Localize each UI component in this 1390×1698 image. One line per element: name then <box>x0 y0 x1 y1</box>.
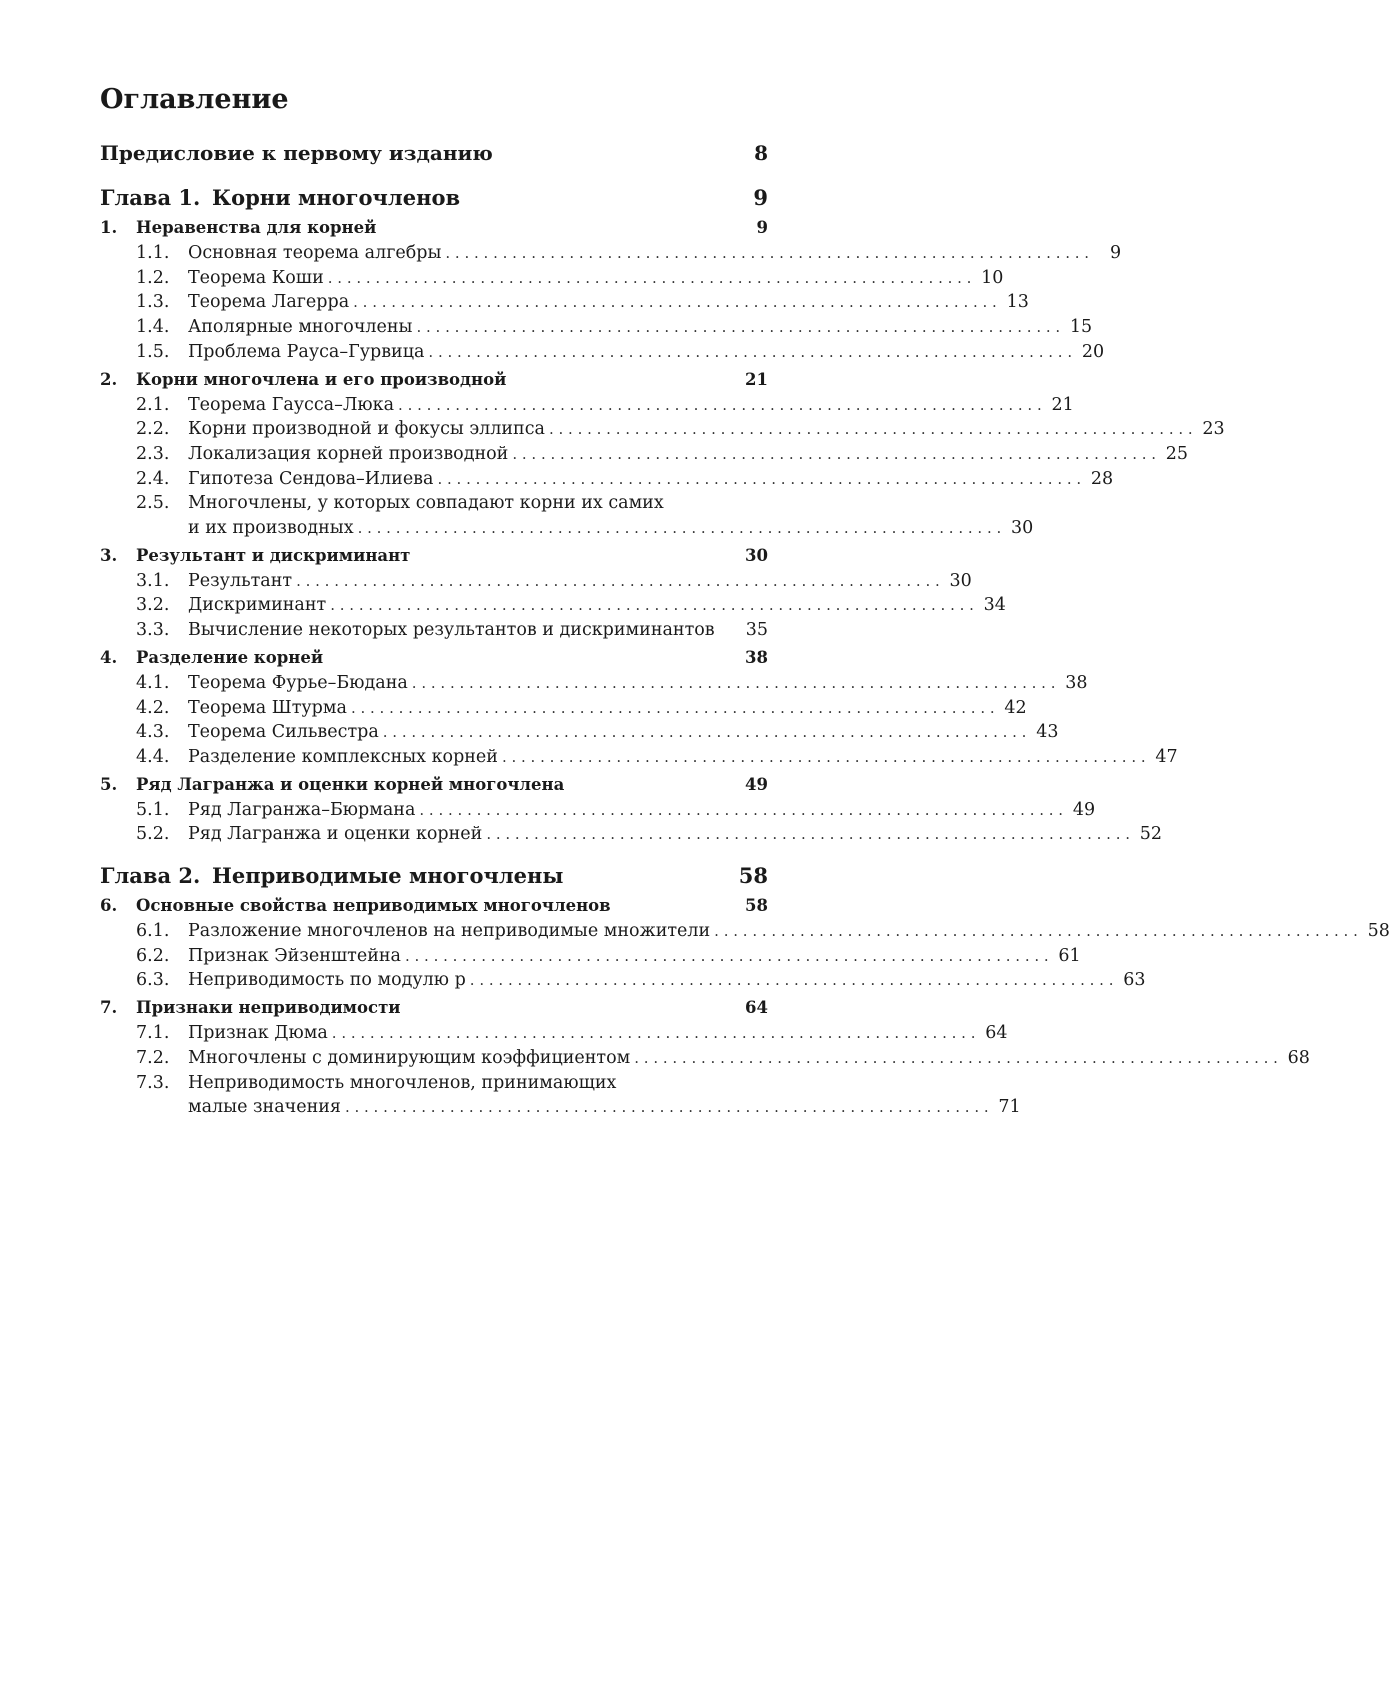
leader-dots: . . . . . . . . . . . . . . . . . . . . . . . . . . . . . . . . . . . . . . . . . . . . . . . . . . . . . . . . . . . . . . . . . . . . <box>382 723 1027 742</box>
subsection-entry[interactable] <box>100 315 1093 340</box>
subsection-number: 3.3. <box>136 620 170 641</box>
section-title: Ряд Лагранжа и оценки корней многочлена <box>136 774 565 794</box>
leader-dots: . . . . . . . . . . . . . . . . . . . . . . . . . . . . . . . . . . . . . . . . . . . . . . . . . . . . . . . . . . . . . . . . . . . . <box>634 1048 1278 1067</box>
chapter-number: Глава 1. <box>100 185 201 210</box>
leader-dots: . . . . . . . . . . . . . . . . . . . . . . . . . . . . . . . . . . . . . . . . . . . . . . . . . . . . . . . . . . . . . . . . . . . . <box>428 342 1073 361</box>
subsection-page: 71 <box>998 1097 1021 1118</box>
subsection-title: Ряд Лагранжа и оценки корней <box>188 824 483 845</box>
section-heading[interactable] <box>100 645 768 671</box>
leader-dots: . . . . . . . . . . . . . . . . . . . . . . . . . . . . . . . . . . . . . . . . . . . . . . . . . . . . . . . . . . . . . . . . . . . . <box>398 395 1042 414</box>
subsection-title: Теорема Лагерра <box>188 292 350 313</box>
subsection-page: 68 <box>1287 1047 1310 1068</box>
subsection-number: 2.4. <box>136 468 170 489</box>
subsection-title: Признак Эйзенштейна <box>188 945 401 966</box>
subsection-title: Основная теорема алгебры <box>188 243 442 263</box>
subsection-page: 61 <box>1058 945 1081 966</box>
chapter <box>100 183 1225 847</box>
section-heading[interactable] <box>100 772 768 798</box>
subsection-title: Теорема Фурье–Бюдана <box>188 672 408 693</box>
subsection-entry[interactable] <box>100 944 1081 969</box>
subsection-number: 5.1. <box>136 799 170 820</box>
subsection-page: 10 <box>981 267 1004 288</box>
subsection-page: 25 <box>1165 443 1189 464</box>
subsection-number: 3.1. <box>136 570 170 591</box>
section-title: Неравенства для корней <box>136 218 377 237</box>
subsection-number: 4.4. <box>136 746 170 767</box>
subsection-title: Многочлены, у которых совпадают корни их самих <box>188 493 664 514</box>
section-page: 58 <box>745 896 768 916</box>
subsection-number: 7.3. <box>136 1072 170 1093</box>
subsection-title: Теорема Штурма <box>188 697 347 718</box>
subsection-page: 28 <box>1090 468 1114 489</box>
preface-title: Предисловие к первому изданию <box>100 141 493 165</box>
leader-dots: . . . . . . . . . . . . . . . . . . . . . . . . . . . . . . . . . . . . . . . . . . . . . . . . . . . . . . . . . . . . . . . . . . . . <box>327 268 972 287</box>
subsection-entry[interactable] <box>100 340 1105 365</box>
subsection-title: Гипотеза Сендова–Илиева <box>188 468 434 489</box>
subsection-entry[interactable] <box>100 393 1074 418</box>
subsection-number: 6.3. <box>136 970 170 991</box>
section-title: Основные свойства неприводимых многочленов <box>136 896 611 916</box>
section-heading[interactable] <box>100 215 768 241</box>
leader-dots: . . . . . . . . . . . . . . . . . . . . . . . . . . . . . . . . . . . . . . . . . . . . . . . . . . . . . . . . . . . . . . . . . . . . <box>296 571 940 590</box>
subsection-entry[interactable] <box>100 919 1390 944</box>
subsection-title: Неприводимость по модулю p <box>188 970 466 991</box>
section-heading[interactable] <box>100 893 768 919</box>
subsection-entry[interactable] <box>100 1021 1008 1046</box>
subsection-number: 2.5. <box>136 493 170 514</box>
section-page: 30 <box>745 545 768 565</box>
section-page: 9 <box>756 218 768 237</box>
subsection-entry[interactable] <box>100 569 972 594</box>
subsection-number: 1.1. <box>136 243 170 263</box>
subsection-title: Теорема Гаусса–Люка <box>188 394 395 415</box>
subsection-entry[interactable] <box>100 968 1146 993</box>
subsection-entry[interactable] <box>100 241 1122 266</box>
section-heading[interactable] <box>100 543 768 569</box>
subsection-entry[interactable] <box>100 266 1004 291</box>
subsection-number: 4.2. <box>136 697 170 718</box>
subsection-title-continued: и их производных <box>188 518 354 539</box>
subsection-entry[interactable] <box>100 491 1034 540</box>
section-number: 6. <box>100 896 118 916</box>
chapter-list <box>100 183 1390 1120</box>
subsection-page: 52 <box>1139 824 1163 845</box>
subsection-number: 4.3. <box>136 722 170 743</box>
subsection-number: 2.3. <box>136 443 170 464</box>
subsection-entry[interactable] <box>100 696 1027 721</box>
subsection-page: 49 <box>1072 799 1096 820</box>
subsection-title: Разложение многочленов на неприводимые множители <box>188 921 711 942</box>
subsection-page: 20 <box>1081 341 1105 362</box>
section-number: 7. <box>100 998 118 1018</box>
chapter <box>100 861 1390 1120</box>
leader-dots: . . . . . . . . . . . . . . . . . . . . . . . . . . . . . . . . . . . . . . . . . . . . . . . . . . . . . . . . . . . . . . . . . . . . <box>419 800 1064 819</box>
subsection-entry[interactable] <box>100 720 1059 745</box>
chapter-number: Глава 2. <box>100 863 201 889</box>
subsection-page: 23 <box>1202 419 1225 440</box>
leader-dots: . . . . . . . . . . . . . . . . . . . . . . . . . . . . . . . . . . . . . . . . . . . . . . . . . . . . . . . . . . . . . . . . . . . . <box>330 596 974 615</box>
leader-dots: . . . . . . . . . . . . . . . . . . . . . . . . . . . . . . . . . . . . . . . . . . . . . . . . . . . . . . . . . . . . . . . . . . . . <box>357 519 1002 538</box>
leader-dots: . . . . . . . . . . . . . . . . . . . . . . . . . . . . . . . . . . . . . . . . . . . . . . . . . . . . . . . . . . . . . . . . . . . . <box>469 971 1114 990</box>
leader-dots: . . . . . . . . . . . . . . . . . . . . . . . . . . . . . . . . . . . . . . . . . . . . . . . . . . . . . . . . . . . . . . . . . . . . <box>353 293 997 312</box>
subsection-page: 34 <box>983 595 1006 616</box>
subsection-title: Теорема Коши <box>188 267 324 288</box>
subsection-number: 6.1. <box>136 921 170 942</box>
section-title: Результант и дискриминант <box>136 545 411 565</box>
subsection-title: Дискриминант <box>188 595 327 616</box>
subsection-page: 13 <box>1006 292 1029 313</box>
section-title: Корни многочлена и его производной <box>136 369 507 389</box>
subsection-page: 43 <box>1036 722 1059 743</box>
subsection-title: Локализация корней производной <box>188 443 509 464</box>
subsection-page: 64 <box>985 1023 1008 1044</box>
section-number: 5. <box>100 774 118 794</box>
subsection-entry[interactable] <box>100 618 768 643</box>
subsection-page: 35 <box>745 620 768 641</box>
subsection-title: Ряд Лагранжа–Бюрмана <box>188 799 416 820</box>
subsection-entry[interactable] <box>100 671 1088 696</box>
subsection-title-continued: малые значения <box>188 1097 341 1118</box>
preface-page: 8 <box>754 141 768 165</box>
subsection-entry[interactable] <box>100 417 1225 442</box>
chapter-heading[interactable] <box>100 183 768 213</box>
subsection-number: 1.4. <box>136 317 170 338</box>
subsection-entry[interactable] <box>100 798 1096 823</box>
leader-dots: . . . . . . . . . . . . . . . . . . . . . . . . . . . . . . . . . . . . . . . . . . . . . . . . . . . . . . . . . . . . . . . . . . . . <box>416 318 1061 337</box>
subsection-page: 30 <box>949 570 972 591</box>
subsection-page: 21 <box>1051 394 1074 415</box>
leader-dots: . . . . . . . . . . . . . . . . . . . . . . . . . . . . . . . . . . . . . . . . . . . . . . . . . . . . . . . . . . . . . . . . . . . . <box>486 825 1131 844</box>
leader-dots: . . . . . . . . . . . . . . . . . . . . . . . . . . . . . . . . . . . . . . . . . . . . . . . . . . . . . . . . . . . . . . . . . . . . <box>445 244 1090 262</box>
subsection-entry[interactable] <box>100 290 1029 315</box>
subsection-entry[interactable] <box>100 593 1006 618</box>
leader-dots: . . . . . . . . . . . . . . . . . . . . . . . . . . . . . . . . . . . . . . . . . . . . . . . . . . . . . . . . . . . . . . . . . . . . <box>404 946 1049 965</box>
subsection-number: 1.2. <box>136 267 170 288</box>
subsection-page: 47 <box>1155 746 1178 767</box>
subsection-page: 42 <box>1004 697 1027 718</box>
leader-dots: . . . . . . . . . . . . . . . . . . . . . . . . . . . . . . . . . . . . . . . . . . . . . . . . . . . . . . . . . . . . . . . . . . . . <box>437 469 1082 488</box>
section-page: 49 <box>745 774 768 794</box>
subsection-title: Разделение комплексных корней <box>188 746 498 767</box>
subsection-number: 4.1. <box>136 672 170 693</box>
subsection-page: 38 <box>1065 672 1088 693</box>
subsection-page: 58 <box>1367 921 1390 942</box>
chapter-page: 9 <box>753 185 768 210</box>
subsection-title: Корни производной и фокусы эллипса <box>188 419 545 440</box>
section-title: Признаки неприводимости <box>136 998 401 1018</box>
subsection-entry[interactable] <box>100 745 1178 770</box>
subsection-number: 7.2. <box>136 1047 170 1068</box>
section-page: 38 <box>745 647 768 667</box>
section-heading[interactable] <box>100 367 768 393</box>
subsection-title: Вычисление некоторых результантов и дискриминантов <box>188 620 715 641</box>
subsection-page: 30 <box>1010 518 1034 539</box>
leader-dots: . . . . . . . . . . . . . . . . . . . . . . . . . . . . . . . . . . . . . . . . . . . . . . . . . . . . . . . . . . . . . . . . . . . . <box>548 420 1193 439</box>
leader-dots: . . . . . . . . . . . . . . . . . . . . . . . . . . . . . . . . . . . . . . . . . . . . . . . . . . . . . . . . . . . . . . . . . . . . <box>331 1024 976 1043</box>
section-page: 64 <box>745 998 768 1018</box>
leader-dots: . . . . . . . . . . . . . . . . . . . . . . . . . . . . . . . . . . . . . . . . . . . . . . . . . . . . . . . . . . . . . . . . . . . . <box>411 673 1056 692</box>
leader-dots: . . . . . . . . . . . . . . . . . . . . . . . . . . . . . . . . . . . . . . . . . . . . . . . . . . . . . . . . . . . . . . . . . . . . <box>350 698 995 717</box>
subsection-number: 1.5. <box>136 341 170 362</box>
subsection-title: Проблема Рауса–Гурвица <box>188 341 425 362</box>
section-number: 2. <box>100 369 118 389</box>
subsection-number: 3.2. <box>136 595 170 616</box>
subsection-title: Неприводимость многочленов, принимающих <box>188 1072 617 1093</box>
subsection-number: 2.2. <box>136 419 170 440</box>
chapter-page: 58 <box>738 863 768 889</box>
chapter-title: Корни многочленов <box>212 185 461 210</box>
chapter-heading[interactable] <box>100 861 768 891</box>
leader-dots: . . . . . . . . . . . . . . . . . . . . . . . . . . . . . . . . . . . . . . . . . . . . . . . . . . . . . . . . . . . . . . . . . . . . <box>512 444 1157 463</box>
subsection-page: 15 <box>1069 317 1093 338</box>
section-heading[interactable] <box>100 995 768 1021</box>
subsection-page: 9 <box>1109 243 1122 263</box>
subsection-number: 7.1. <box>136 1023 170 1044</box>
subsection-page: 63 <box>1123 970 1146 991</box>
section-page: 21 <box>745 369 768 389</box>
subsection-title: Многочлены с доминирующим коэффициентом <box>188 1047 631 1068</box>
chapter-title: Неприводимые многочлены <box>212 863 564 889</box>
section-number: 1. <box>100 218 118 237</box>
leader-dots: . . . . . . . . . . . . . . . . . . . . . . . . . . . . . . . . . . . . . . . . . . . . . . . . . . . . . . . . . . . . . . . . . . . . <box>714 922 1358 941</box>
leader-dots: . . . . . . . . . . . . . . . . . . . . . . . . . . . . . . . . . . . . . . . . . . . . . . . . . . . . . . . . . . . . . . . . . . . . <box>344 1098 989 1117</box>
section-number: 4. <box>100 647 118 667</box>
subsection-entry[interactable] <box>100 442 1189 467</box>
table-of-contents <box>100 80 1390 1120</box>
subsection-number: 5.2. <box>136 824 170 845</box>
subsection-entry[interactable] <box>100 1046 1310 1071</box>
page-title: Оглавление <box>100 84 289 115</box>
subsection-title: Результант <box>188 570 293 591</box>
subsection-number: 1.3. <box>136 292 170 313</box>
section-title: Разделение корней <box>136 647 324 667</box>
subsection-number: 6.2. <box>136 945 170 966</box>
subsection-title: Аполярные многочлены <box>188 317 413 338</box>
leader-dots: . . . . . . . . . . . . . . . . . . . . . . . . . . . . . . . . . . . . . . . . . . . . . . . . . . . . . . . . . . . . . . . . . . . . <box>501 747 1146 766</box>
subsection-entry[interactable] <box>100 467 1114 492</box>
section-number: 3. <box>100 545 118 565</box>
preface-entry[interactable] <box>100 138 768 168</box>
subsection-title: Признак Дюма <box>188 1023 328 1044</box>
subsection-entry[interactable] <box>100 1071 1021 1120</box>
subsection-number: 2.1. <box>136 394 170 415</box>
subsection-entry[interactable] <box>100 822 1163 847</box>
subsection-title: Теорема Сильвестра <box>188 722 379 743</box>
